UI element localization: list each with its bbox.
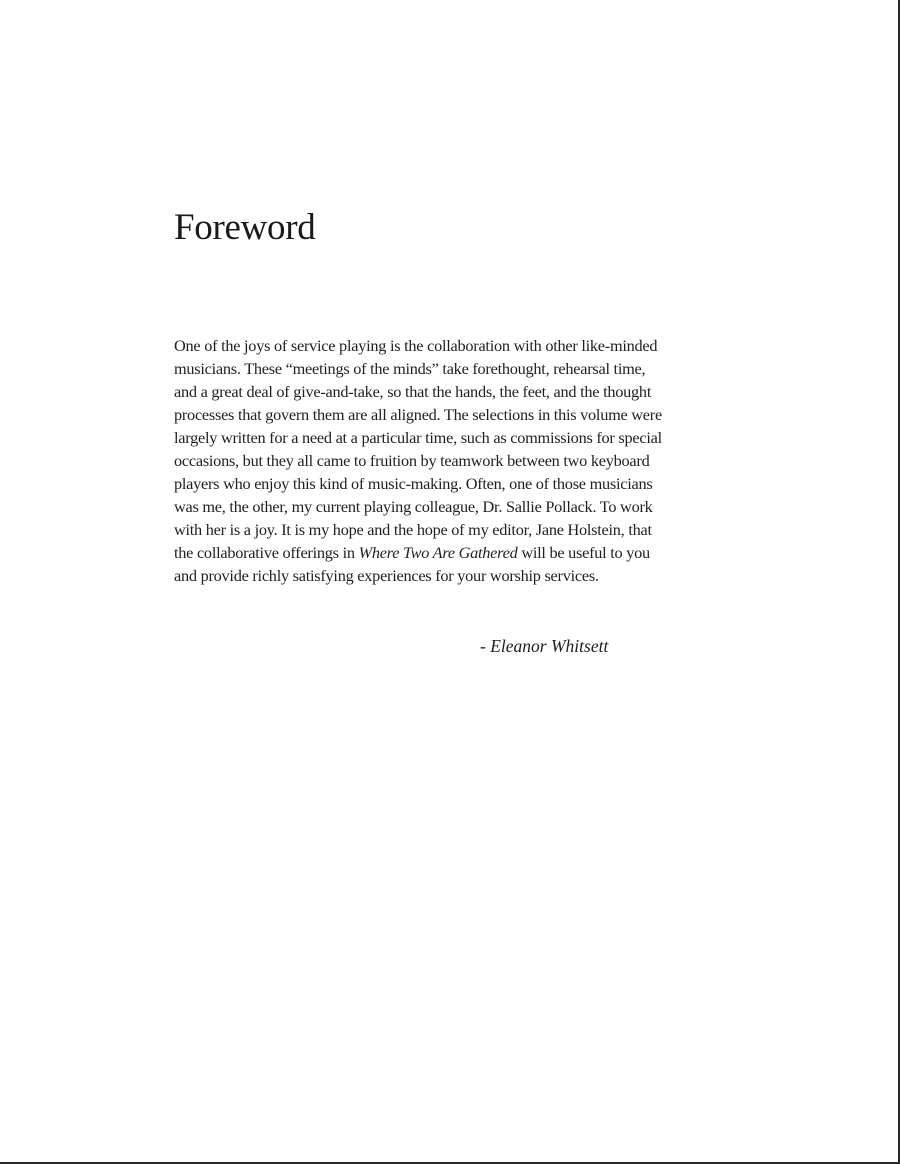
paragraph-line-3: and a great deal of give-and-take, so that the hands, the feet, and the thought [174, 382, 652, 401]
paragraph-line-9: with her is a joy. It is my hope and the hope of my editor, Jane Holstein, that [174, 520, 652, 539]
paragraph-line-10 [174, 541, 739, 564]
paragraph-line-11: and provide richly satisfying experiences for your worship services. [174, 566, 599, 585]
foreword-paragraph [174, 334, 739, 587]
paragraph-line-1: One of the joys of service playing is the collaboration with other like-minded [174, 336, 658, 355]
paragraph-line-10-end: will be useful to you [517, 543, 650, 562]
paragraph-line-7: players who enjoy this kind of music-making. Often, one of those musicians [174, 474, 653, 493]
paragraph-line-10-start: the collaborative offerings in [174, 543, 359, 562]
paragraph-line-8: was me, the other, my current playing colleague, Dr. Sallie Pollack. To work [174, 497, 653, 516]
page-title: Foreword [174, 207, 316, 248]
paragraph-line-5: largely written for a need at a particular time, such as commissions for special [174, 428, 662, 447]
author-signature: - Eleanor Whitsett [480, 636, 609, 656]
paragraph-line-4: processes that govern them are all aligned. The selections in this volume were [174, 405, 662, 424]
paragraph-line-2: musicians. These “meetings of the minds” take forethought, rehearsal time, [174, 359, 646, 378]
book-title: Where Two Are Gathered [358, 543, 518, 562]
paragraph-line-6: occasions, but they all came to fruition by teamwork between two keyboard [174, 451, 650, 470]
